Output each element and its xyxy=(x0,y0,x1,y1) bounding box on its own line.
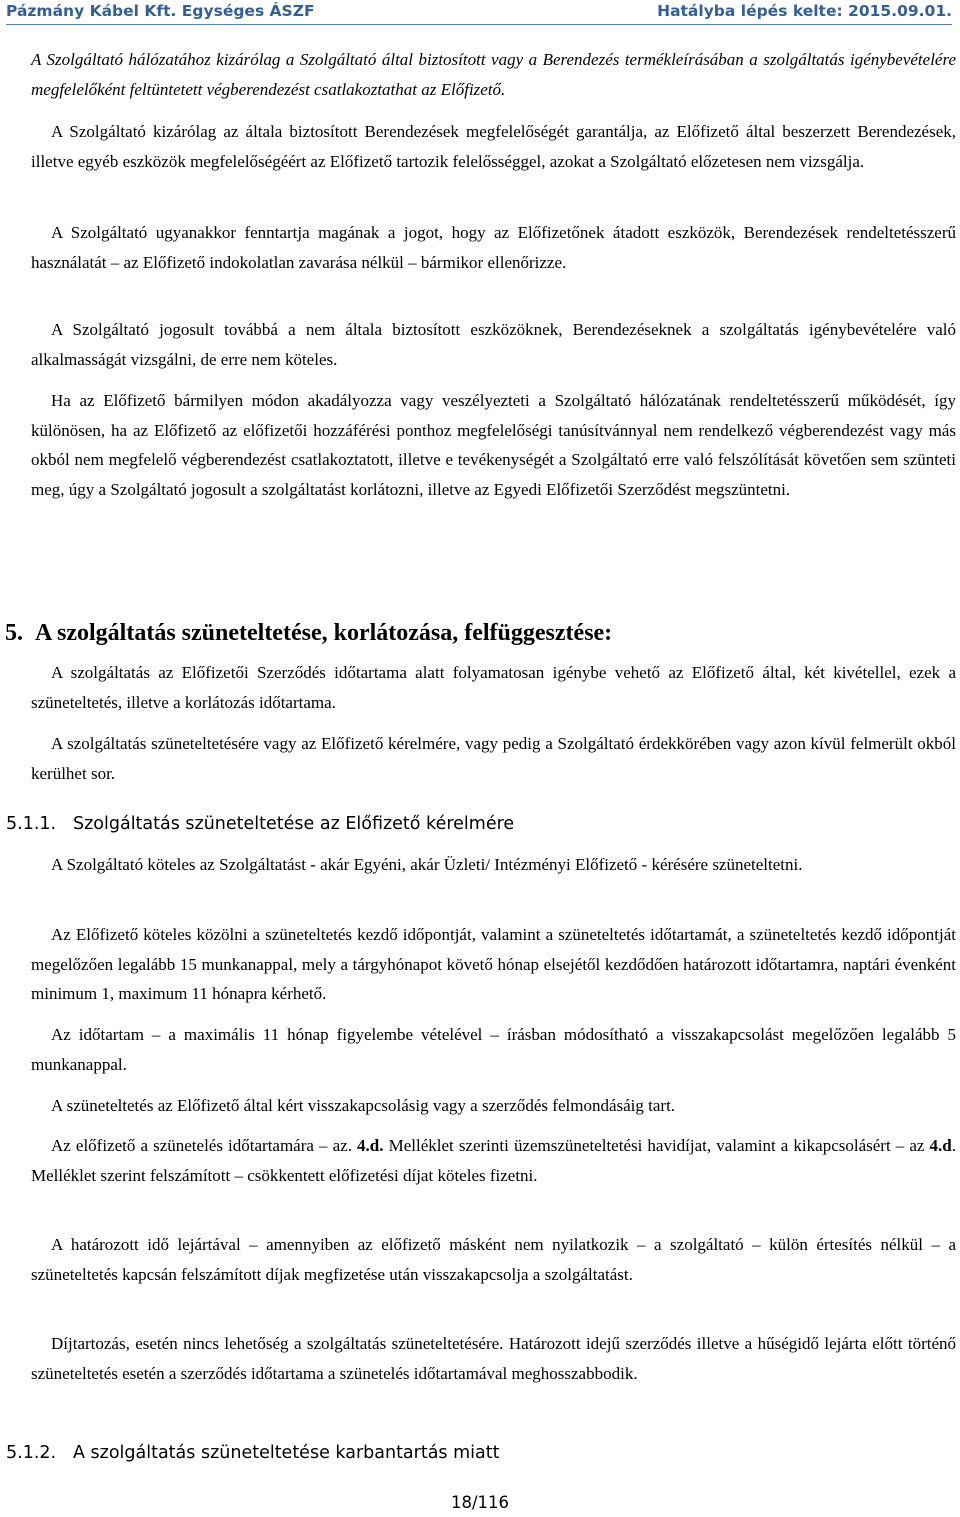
paragraph-suspension-end: A szüneteltetés az Előfizető által kért visszakapcsolásig vagy a szerződés felmondásáig tart. xyxy=(51,1096,676,1115)
paragraph-duration-change: Az időtartam – a maximális 11 hónap figyelembe vételével – írásban módosítható a visszakapcsolást megelőzően legalább 5 munkanappal. xyxy=(31,1025,956,1074)
subsection-number: 5.1.1. xyxy=(6,814,57,834)
paragraph-debt-extension: Díjtartozás, esetén nincs lehetőség a szolgáltatás szüneteltetésére. Határozott idejű szerződés illetve a hűségidő lejárta előtt történő szüneteltetés esetén a szerződés időtartama a szünetelés időtartamával meghosszabbodik. xyxy=(31,1334,956,1383)
paragraph-network-endangerment: Ha az Előfizető bármilyen módon akadályozza vagy veszélyezteti a Szolgáltató hálózatának rendeltetésszerű működését, így különösen, ha az Előfizető az előfizetői hozzáférési ponthoz megfelelőségi tanúsítvánnyal nem rendelkező végberendezést vagy más okból nem megfelelő végberendezést csatlakoztatott, illetve e tevékenységét a Szolgáltató erre való felszólítását követően sem szünteti meg, úgy a Szolgáltató jogosult a szolgáltatást korlátozni, illetve az Egyedi Előfizetői Szerződést megszüntetni. xyxy=(31,391,956,499)
subsection-title: A szolgáltatás szüneteltetése karbantartás miatt xyxy=(73,1443,500,1463)
subsection-number: 5.1.2. xyxy=(6,1443,57,1463)
header-effective-date: Hatályba lépés kelte: 2015.09.01. xyxy=(657,2,952,20)
section-title: A szolgáltatás szüneteltetése, korlátozása, felfüggesztése: xyxy=(35,620,613,646)
header-company: Pázmány Kábel Kft. Egységes ÁSZF xyxy=(6,2,315,20)
paragraph-suspension-obligation: A Szolgáltató köteles az Szolgáltatást - akár Egyéni, akár Üzleti/ Intézményi Előfizető - kérésére szüneteltetni. xyxy=(51,855,803,874)
paragraph-suspension-causes: A szolgáltatás szüneteltetésére vagy az Előfizető kérelmére, vagy pedig a Szolgáltató érdekkörében vagy azon kívül felmerült okból kerülhet sor. xyxy=(31,734,956,783)
running-header xyxy=(6,2,952,25)
paragraph-suitability-check: A Szolgáltató jogosult továbbá a nem általa biztosított eszközöknek, Berendezéseknek a szolgáltatás igénybevételére való alkalmasságát vizsgálni, de erre nem köteles. xyxy=(31,320,956,369)
paragraph-suspension-fees: Az előfizető a szünetelés időtartamára – az. 4.d. Melléklet szerinti üzemszüneteltetési havidíjat, valamint a kikapcsolásért – az 4.d. Melléklet szerint felszámított – csökkentett előfizetési díjat köteles fizetni. xyxy=(31,1136,956,1185)
paragraph-inspection-right: A Szolgáltató ugyanakkor fenntartja magának a jogot, hogy az Előfizetőnek átadott eszközök, Berendezések rendeltetésszerű használatát – az Előfizető indokolatlan zavarása nélkül – bármikor ellenőrizze. xyxy=(31,223,956,272)
section-heading-5 xyxy=(5,620,612,647)
page-number: 18/116 xyxy=(450,1493,510,1512)
subsection-heading-5-1-1 xyxy=(6,814,514,834)
paragraph-suspension-notice: Az Előfizető köteles közölni a szüneteltetés kezdő időpontját, valamint a szüneteltetés időtartamát, a szüneteltetés kezdő időpontját megelőzően legalább 15 munkanappal, mely a tárgyhónapot követő hónap elsejétől kezdődően határozott időtartamra, naptári évenként minimum 1, maximum 11 hónapra kérhető. xyxy=(31,925,956,1004)
paragraph-service-availability: A szolgáltatás az Előfizetői Szerződés időtartama alatt folyamatosan igénybe vehető az Előfizető által, két kivétellel, ezek a szüneteltetés, illetve a korlátozás időtartama. xyxy=(31,663,956,712)
paragraph-reconnection: A határozott idő lejártával – amennyiben az előfizető másként nem nyilatkozik – a szolgáltató – külön értesítés nélkül – a szüneteltetés kapcsán felszámított díjak megfizetése után visszakapcsolja a szolgáltatást. xyxy=(31,1235,956,1284)
paragraph-device-connection: A Szolgáltató hálózatához kizárólag a Szolgáltató által biztosított vagy a Berendezés termékleírásában a szolgáltatás igénybevételére megfelelőként feltüntetett végberendezést csatlakoztathat az Előfizető. xyxy=(31,50,956,99)
subsection-heading-5-1-2 xyxy=(6,1443,499,1463)
subsection-title: Szolgáltatás szüneteltetése az Előfizető kérelmére xyxy=(73,814,515,834)
section-number: 5. xyxy=(5,620,23,646)
paragraph-device-guarantee: A Szolgáltató kizárólag az általa biztosított Berendezések megfelelőségét garantálja, az Előfizető által beszerzett Berendezések, illetve egyéb eszközök megfelelőségéért az Előfizető tartozik felelősséggel, azokat a Szolgáltató előzetesen nem vizsgálja. xyxy=(31,122,956,171)
